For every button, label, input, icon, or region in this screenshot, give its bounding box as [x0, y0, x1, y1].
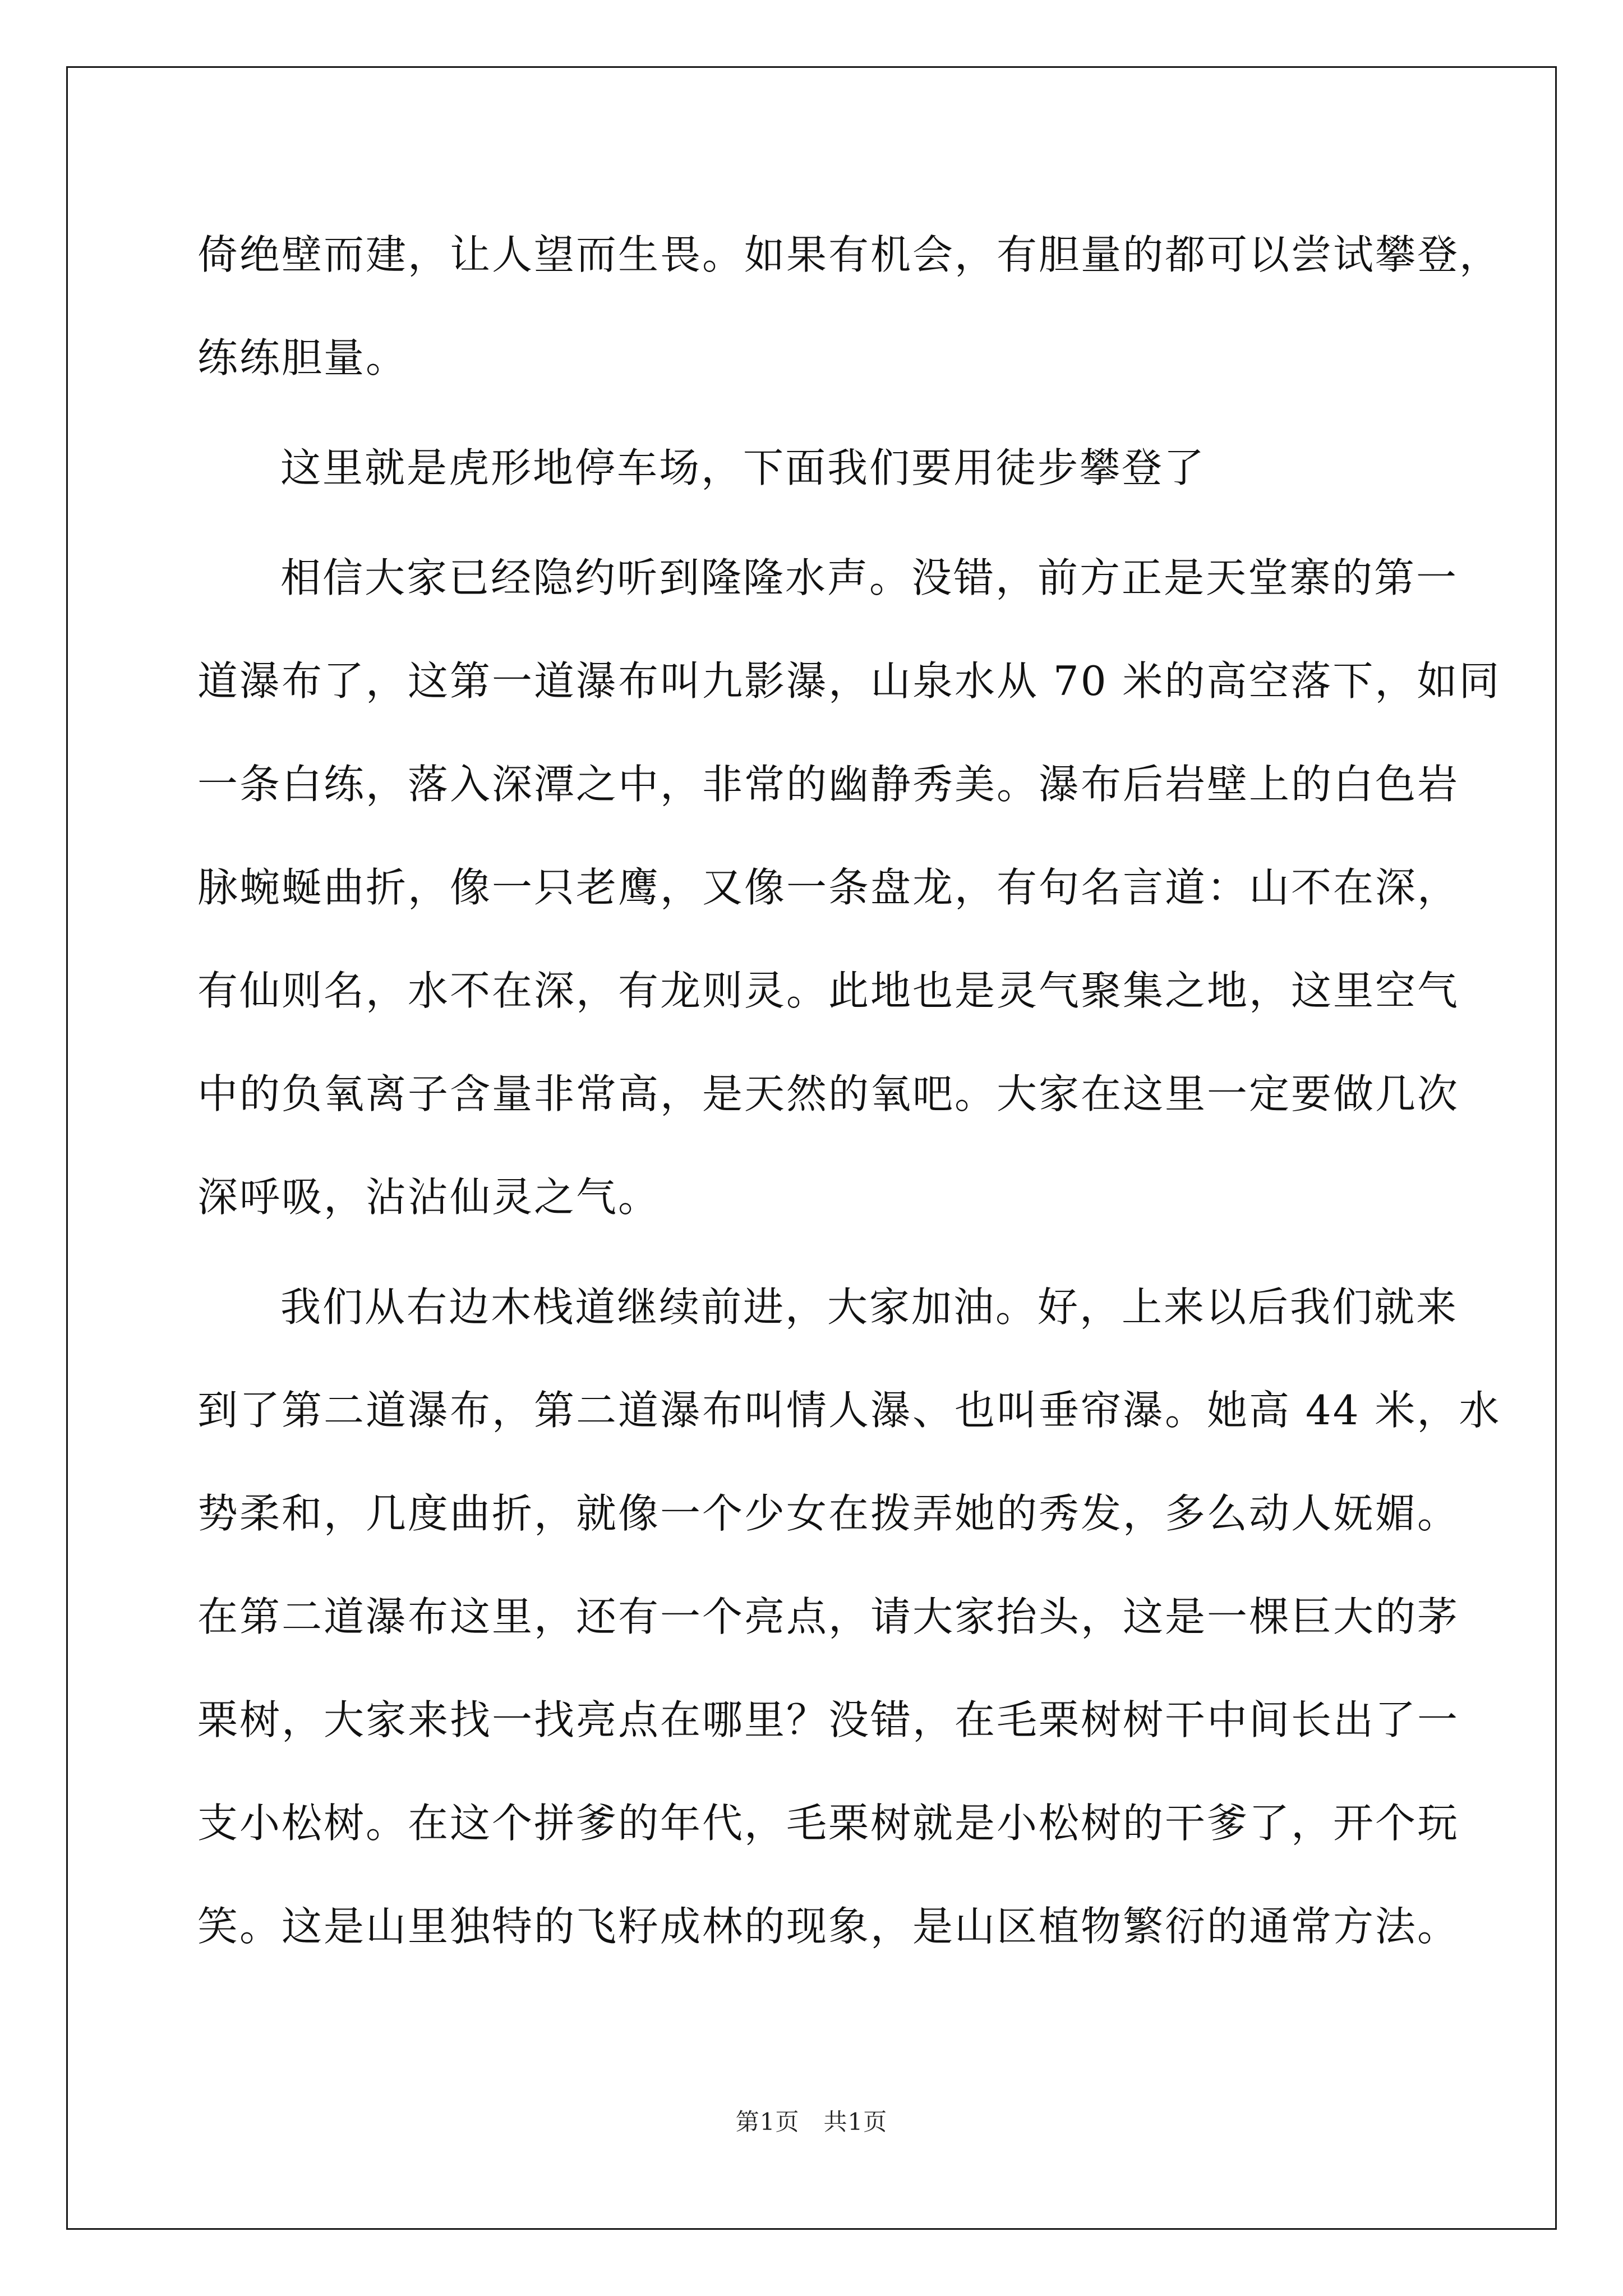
text-line: 深呼吸，沾沾仙灵之气。: [197, 1174, 661, 1221]
text-line: 我们从右边木栈道继续前进，大家加油。好，上来以后我们就来: [280, 1283, 1459, 1331]
text-line: 到了第二道瀑布，第二道瀑布叫情人瀑、也叫垂帘瀑。她高 44 米，水: [197, 1387, 1501, 1434]
document-body: [197, 203, 1502, 1978]
text-line: 有仙则名，水不在深，有龙则灵。此地也是灵气聚集之地，这里空气: [197, 967, 1460, 1014]
text-line: 中的负氧离子含量非常高，是天然的氧吧。大家在这里一定要做几次: [197, 1070, 1460, 1117]
text-line: 这里就是虎形地停车场，下面我们要用徒步攀登了: [280, 444, 1206, 491]
text-line: 脉蜿蜒曲折，像一只老鹰，又像一条盘龙，有句名言道：山不在深，: [197, 864, 1460, 911]
text-line: 笑。这是山里独特的飞籽成林的现象，是山区植物繁衍的通常方法。: [197, 1903, 1460, 1950]
text-line: 在第二道瀑布这里，还有一个亮点，请大家抬头，这是一棵巨大的茅: [197, 1593, 1460, 1640]
text-line: 倚绝壁而建，让人望而生畏。如果有机会，有胆量的都可以尝试攀登，: [197, 231, 1502, 278]
text-line: 相信大家已经隐约听到隆隆水声。没错，前方正是天堂寨的第一: [280, 554, 1459, 601]
text-line: 势柔和，几度曲折，就像一个少女在拨弄她的秀发，多么动人妩媚。: [197, 1490, 1460, 1537]
text-line: 练练胆量。: [197, 334, 408, 381]
text-line: 栗树，大家来找一找亮点在哪里？没错，在毛栗树树干中间长出了一: [197, 1696, 1460, 1743]
page-footer: 第1页 共1页: [735, 2108, 888, 2136]
text-line: 道瀑布了，这第一道瀑布叫九影瀑，山泉水从 70 米的高空落下，如同: [197, 657, 1501, 705]
text-line: 支小松树。在这个拼爹的年代，毛栗树就是小松树的干爹了，开个玩: [197, 1800, 1460, 1847]
text-line: 一条白练，落入深潭之中，非常的幽静秀美。瀑布后岩壁上的白色岩: [197, 761, 1460, 808]
